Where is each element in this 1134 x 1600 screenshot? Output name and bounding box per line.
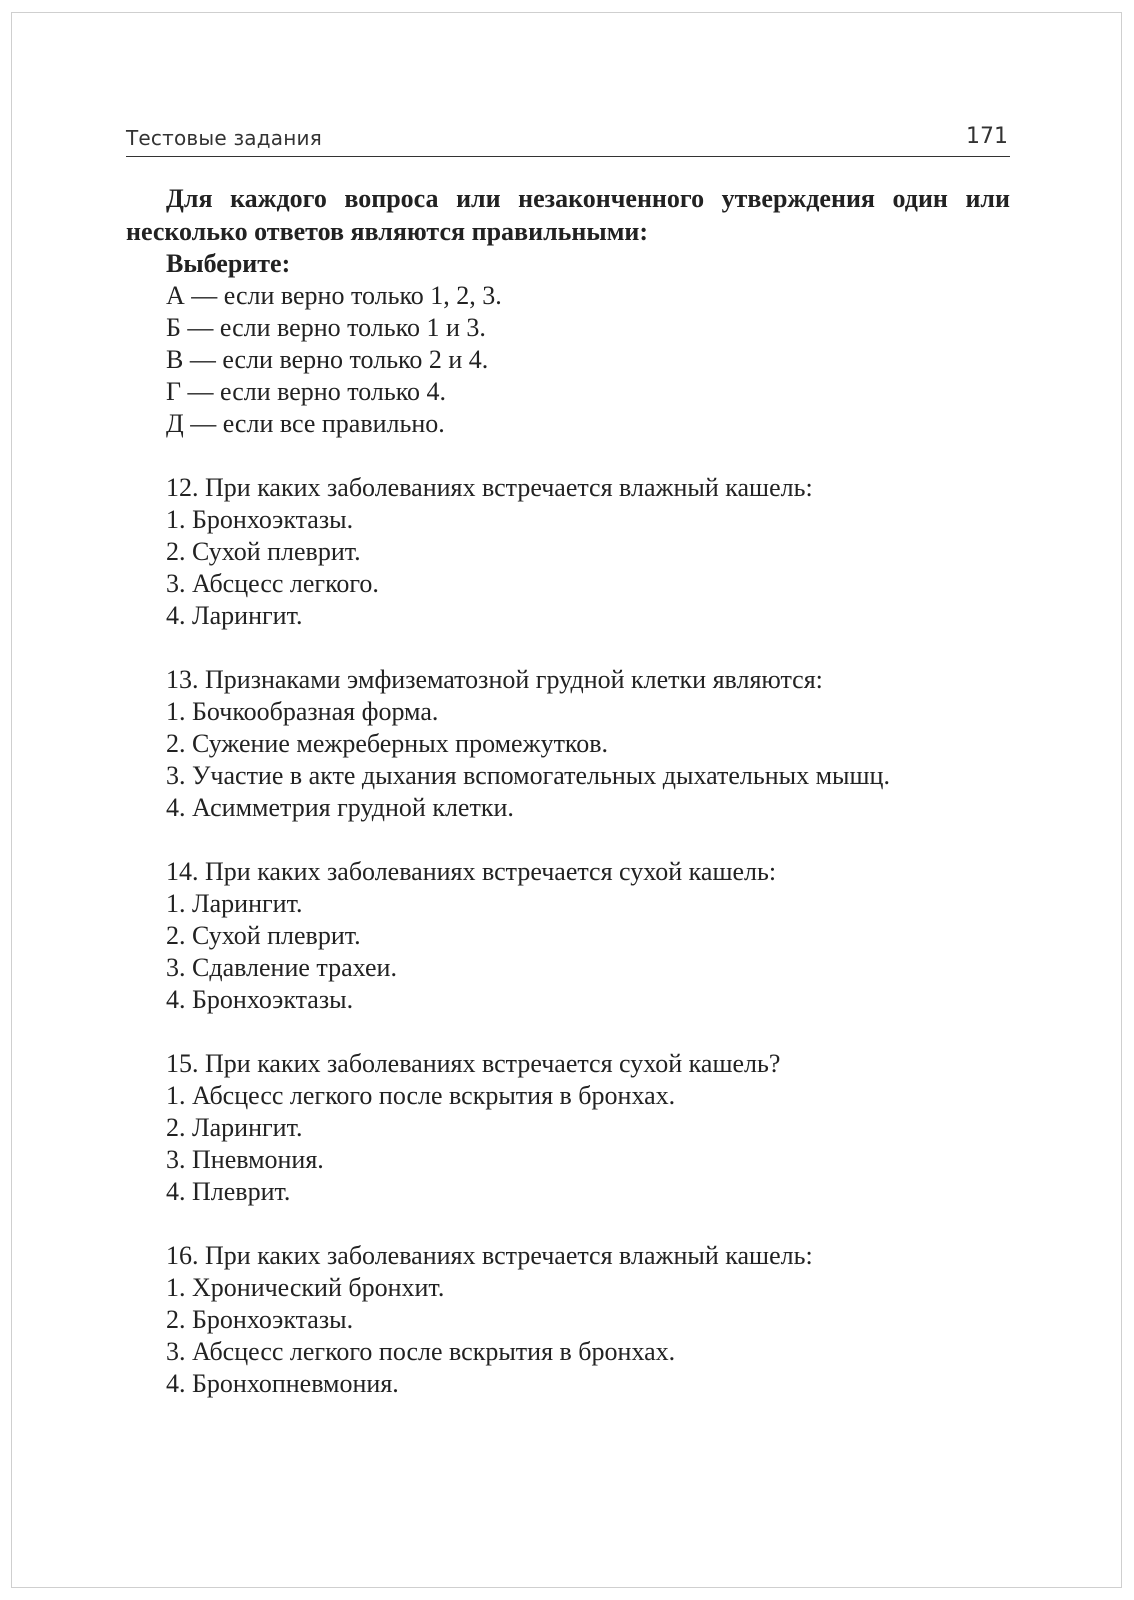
answer-code: А — если верно только 1, 2, 3. — [166, 281, 502, 310]
question-option: 3. Пневмония. — [166, 1145, 324, 1174]
running-title: Тестовые задания — [126, 126, 322, 150]
question-option: 3. Сдавление трахеи. — [166, 953, 397, 982]
question-option: 1. Бочкообразная форма. — [166, 697, 439, 726]
question-option: 1. Абсцесс легкого после вскрытия в бронхах. — [166, 1081, 676, 1110]
question-option: 3. Участие в акте дыхания вспомогательных дыхательных мышц. — [166, 761, 890, 790]
question-15 — [126, 1048, 1010, 1208]
question-option: 3. Абсцесс легкого после вскрытия в бронхах. — [166, 1337, 676, 1366]
question-title: 14. При каких заболеваниях встречается сухой кашель: — [166, 857, 777, 886]
answer-code: Г — если верно только 4. — [166, 377, 447, 406]
question-option: 1. Бронхоэктазы. — [166, 505, 354, 534]
question-title: 16. При каких заболеваниях встречается влажный кашель: — [166, 1241, 813, 1270]
page-number: 171 — [966, 124, 1008, 149]
question-option: 4. Асимметрия грудной клетки. — [166, 793, 514, 822]
question-option: 4. Плеврит. — [166, 1177, 291, 1206]
answer-code: Б — если верно только 1 и 3. — [166, 313, 486, 342]
question-option: 2. Сухой плеврит. — [166, 537, 361, 566]
question-12 — [126, 472, 1010, 632]
question-option: 2. Сухой плеврит. — [166, 921, 361, 950]
question-13 — [126, 664, 1010, 824]
question-option: 2. Сужение межреберных промежутков. — [166, 729, 609, 758]
question-option: 4. Ларингит. — [166, 601, 303, 630]
choose-label: Выберите: — [166, 249, 291, 278]
question-option: 2. Ларингит. — [166, 1113, 303, 1142]
page-content — [126, 182, 1010, 1400]
question-title: 13. Признаками эмфизематозной грудной клетки являются: — [166, 665, 823, 694]
question-14 — [126, 856, 1010, 1016]
question-option: 2. Бронхоэктазы. — [166, 1305, 354, 1334]
question-option: 1. Хронический бронхит. — [166, 1273, 445, 1302]
question-title: 15. При каких заболеваниях встречается сухой кашель? — [166, 1049, 781, 1078]
instructions-text: Для каждого вопроса или незаконченного утверждения один или несколько ответов являются правильными: — [126, 184, 1010, 246]
answer-code: Д — если все правильно. — [166, 409, 445, 438]
question-16 — [126, 1240, 1010, 1400]
question-title: 12. При каких заболеваниях встречается влажный кашель: — [166, 473, 813, 502]
question-option: 1. Ларингит. — [166, 889, 303, 918]
page-header — [126, 124, 1010, 157]
answer-code: В — если верно только 2 и 4. — [166, 345, 489, 374]
question-option: 4. Бронхопневмония. — [166, 1369, 399, 1398]
question-option: 3. Абсцесс легкого. — [166, 569, 379, 598]
question-option: 4. Бронхоэктазы. — [166, 985, 354, 1014]
